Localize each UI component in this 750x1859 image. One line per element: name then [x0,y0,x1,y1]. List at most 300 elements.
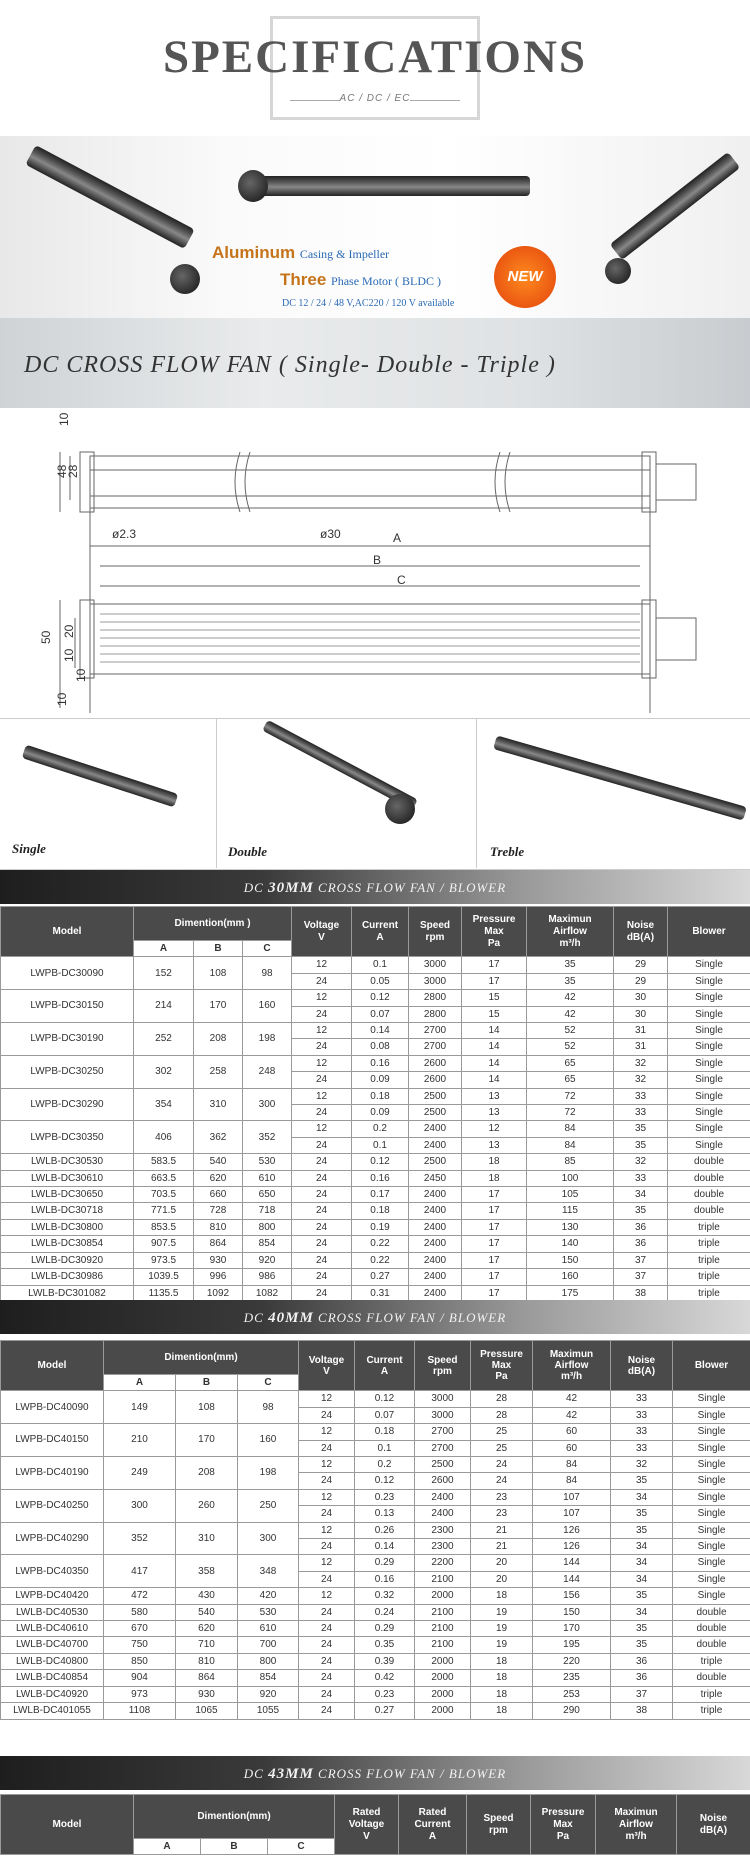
model-cell: LWLB-DC40530 [1,1604,104,1620]
table-cell: 12 [299,1424,355,1440]
table-cell: 25 [471,1440,533,1456]
table-row [1,1285,750,1301]
table-cell: Single [673,1407,750,1423]
table-cell: 420 [238,1588,299,1604]
table-cell: 530 [243,1154,292,1170]
table-cell: 750 [104,1637,176,1653]
model-cell: LWPB-DC40250 [1,1489,104,1522]
model-cell: LWPB-DC40150 [1,1424,104,1457]
col-c: C [268,1839,335,1855]
table-cell: 1039.5 [134,1269,194,1285]
dim-label: 10 [74,668,88,682]
table-cell: triple [673,1686,750,1702]
table-cell: 23 [471,1506,533,1522]
table-cell: 0.24 [355,1604,415,1620]
table-cell: 14 [462,1072,527,1088]
head-unit: m³/h [625,1830,647,1842]
col-voltage [292,907,352,957]
table-cell: 12 [299,1555,355,1571]
model-cell: LWPB-DC40190 [1,1457,104,1490]
photo-label: Single [12,841,46,856]
table-cell: 15 [462,990,527,1006]
dim-a-cell: 210 [104,1424,176,1457]
table-cell: 670 [104,1621,176,1637]
dim-c-cell: 300 [238,1522,299,1555]
variant-photos [0,718,750,870]
table-cell: 37 [614,1252,668,1268]
table-cell: 854 [243,1236,292,1252]
dim-c-cell: 160 [238,1424,299,1457]
dim-label: 48 [55,464,69,478]
table-cell: 105 [527,1187,614,1203]
table-cell: 2600 [415,1473,471,1489]
new-badge: NEW [494,246,556,308]
table-cell: 0.29 [355,1555,415,1571]
head-unit: dB(A) [626,931,655,943]
col-speed [467,1795,531,1855]
table-cell: 0.18 [355,1424,415,1440]
dim-label: B [373,553,382,567]
head-text: Rated [352,1806,381,1818]
table-row [1,1121,750,1137]
table-cell: 0.29 [355,1621,415,1637]
model-cell: LWLB-DC30920 [1,1252,134,1268]
table-cell: 24 [299,1670,355,1686]
table-cell: 17 [462,957,527,973]
head-text: Max [484,925,504,937]
table-cell: 150 [533,1604,611,1620]
table-cell: Single [673,1473,750,1489]
dim-b-cell: 170 [176,1424,238,1457]
table-row [1,1621,750,1637]
head-unit: dB(A) [699,1824,728,1836]
table-cell: 35 [611,1621,673,1637]
head-text: Current [361,919,399,931]
table-cell: 84 [527,1121,614,1137]
table-cell: 710 [176,1637,238,1653]
dim-a-cell: 149 [104,1391,176,1424]
table-cell: 472 [104,1588,176,1604]
table-cell: 17 [462,1236,527,1252]
table-cell: 35 [611,1637,673,1653]
table-cell: 930 [176,1686,238,1702]
table-cell: 33 [611,1424,673,1440]
dim-b-cell: 208 [176,1457,238,1490]
table-cell: 36 [614,1219,668,1235]
col-a: A [104,1375,176,1391]
table-cell: triple [668,1285,750,1301]
dim-a-cell: 352 [104,1522,176,1555]
table-cell: 30 [614,1006,668,1022]
table-cell: 150 [527,1252,614,1268]
table-cell: 18 [471,1703,533,1719]
model-cell: LWLB-DC30986 [1,1269,134,1285]
table-cell: 800 [238,1653,299,1669]
table-cell: 0.16 [352,1055,409,1071]
table-cell: 34 [614,1187,668,1203]
table-cell: 32 [614,1154,668,1170]
table-cell: 1055 [238,1703,299,1719]
table-cell: 2400 [409,1269,462,1285]
table-cell: Single [668,973,750,989]
table-cell: 17 [462,1252,527,1268]
table-cell: double [673,1604,750,1620]
table-cell: 904 [104,1670,176,1686]
table-cell: 32 [614,1055,668,1071]
table-cell: 1108 [104,1703,176,1719]
col-dimention: Dimention(mm) [104,1341,299,1375]
dim-label: 28 [66,464,80,478]
table-cell: 19 [471,1621,533,1637]
feature-text: Casing & Impeller [299,247,390,261]
spec-table-40mm [0,1340,750,1720]
table-cell: 0.1 [355,1440,415,1456]
table-cell: 663.5 [134,1170,194,1186]
table-cell: 771.5 [134,1203,194,1219]
table-row [1,1522,750,1538]
head-text: Speed [483,1812,514,1824]
table-row [1,1489,750,1505]
table-cell: 34 [611,1571,673,1587]
table-cell: 920 [243,1252,292,1268]
table-cell: Single [668,1105,750,1121]
section-size: 30MM [268,880,314,896]
table-cell: 2000 [415,1670,471,1686]
table-cell: 2800 [409,1006,462,1022]
table-cell: 2500 [409,1088,462,1104]
table-cell: 996 [194,1269,243,1285]
table-cell: 24 [299,1653,355,1669]
page-subtitle: AC / DC / EC [339,93,411,104]
table-cell: 15 [462,1006,527,1022]
dim-label: 20 [62,624,76,638]
motor-image [238,170,268,202]
table-cell: 2000 [415,1588,471,1604]
head-text: Pressure [541,1806,585,1818]
table-cell: 18 [471,1686,533,1702]
table-row [1,1187,750,1203]
motor-image [170,264,200,294]
table-cell: 864 [176,1670,238,1686]
table-cell: 60 [533,1440,611,1456]
table-cell: 36 [611,1653,673,1669]
head-text: Maximun [614,1806,658,1818]
table-cell: 0.42 [355,1670,415,1686]
table-cell: 2400 [409,1203,462,1219]
table-cell: 0.32 [355,1588,415,1604]
table-cell: Single [673,1522,750,1538]
head-unit: rpm [489,1824,508,1836]
table-cell: Single [673,1489,750,1505]
table-cell: 24 [292,1203,352,1219]
table-cell: 0.27 [355,1703,415,1719]
table-cell: 38 [611,1703,673,1719]
table-cell: 42 [527,990,614,1006]
dim-a-cell: 214 [134,990,194,1023]
table-cell: 0.2 [352,1121,409,1137]
head-text: Pressure [472,913,516,925]
head-unit: m³/h [559,937,581,949]
dim-c-cell: 198 [243,1023,292,1056]
table-cell: triple [668,1219,750,1235]
dim-label: 10 [57,412,71,426]
table-cell: double [673,1637,750,1653]
col-noise [611,1341,673,1391]
table-cell: 2400 [409,1252,462,1268]
table-cell: 84 [533,1457,611,1473]
table-cell: 0.26 [355,1522,415,1538]
table-row [1,1670,750,1686]
dim-b-cell: 258 [194,1055,243,1088]
model-cell: LWLB-DC30610 [1,1170,134,1186]
table-cell: 920 [238,1686,299,1702]
table-cell: 0.35 [355,1637,415,1653]
dim-c-cell: 198 [238,1457,299,1490]
feature-accent: Aluminum [212,243,296,262]
table-cell: 24 [292,1170,352,1186]
table-cell: 2450 [409,1170,462,1186]
model-cell: LWPB-DC40090 [1,1391,104,1424]
table-cell: 35 [614,1203,668,1219]
table-cell: 84 [533,1473,611,1489]
table-cell: 220 [533,1653,611,1669]
feature-accent: Three [280,270,327,289]
head-unit: Pa [487,937,501,949]
table-row [1,1703,750,1719]
table-cell: 0.18 [352,1088,409,1104]
head-text: Voltage [308,1354,345,1366]
banner-feature-1 [212,243,389,263]
table-cell: 610 [243,1170,292,1186]
section-title-30mm [0,880,750,897]
table-cell: 36 [611,1670,673,1686]
dim-a-cell: 354 [134,1088,194,1121]
col-speed [409,907,462,957]
head-unit: m³/h [560,1371,583,1383]
table-cell: 13 [462,1088,527,1104]
table-cell: Single [673,1506,750,1522]
table-cell: 17 [462,1269,527,1285]
table-row [1,1653,750,1669]
table-cell: 24 [292,1039,352,1055]
table-cell: 0.08 [352,1039,409,1055]
col-b: B [201,1839,268,1855]
table-cell: 810 [176,1653,238,1669]
head-text: Rated [418,1806,447,1818]
dim-b-cell: 108 [194,957,243,990]
table-cell: 2100 [415,1637,471,1653]
table-cell: 810 [194,1219,243,1235]
model-cell: LWLB-DC30854 [1,1236,134,1252]
table-cell: 2800 [409,990,462,1006]
table-cell: 854 [238,1670,299,1686]
dim-a-cell: 417 [104,1555,176,1588]
table-cell: 0.05 [352,973,409,989]
table-cell: 2500 [409,1105,462,1121]
dim-b-cell: 362 [194,1121,243,1154]
table-cell: 610 [238,1621,299,1637]
head-unit: Pa [556,1830,570,1842]
head-text: Pressure [480,1349,523,1361]
table-cell: 2000 [415,1653,471,1669]
table-cell: 540 [176,1604,238,1620]
table-cell: 0.13 [355,1506,415,1522]
head-text: Airflow [619,1818,653,1830]
fan-image [250,176,530,196]
table-cell: 29 [614,957,668,973]
table-cell: 3000 [415,1391,471,1407]
table-cell: Single [668,1023,750,1039]
table-cell: 18 [462,1170,527,1186]
head-text: Voltage [348,1818,385,1830]
table-cell: 973.5 [134,1252,194,1268]
table-cell: 235 [533,1670,611,1686]
photo-divider [216,718,217,868]
table-cell: 36 [614,1236,668,1252]
table-cell: 21 [471,1539,533,1555]
table-cell: triple [673,1653,750,1669]
table-cell: Single [673,1555,750,1571]
table-cell: 21 [471,1522,533,1538]
model-cell: LWPB-DC30090 [1,957,134,990]
table-cell: 24 [292,1219,352,1235]
table-cell: 115 [527,1203,614,1219]
table-cell: 34 [611,1555,673,1571]
table-cell: 29 [614,973,668,989]
table-cell: 583.5 [134,1154,194,1170]
dim-a-cell: 249 [104,1457,176,1490]
table-cell: 700 [238,1637,299,1653]
table-cell: 33 [611,1440,673,1456]
table-cell: 2100 [415,1621,471,1637]
table-cell: 850 [104,1653,176,1669]
table-cell: 140 [527,1236,614,1252]
head-text: Noise [627,1354,656,1366]
table-cell: 703.5 [134,1187,194,1203]
table-cell: Single [668,957,750,973]
dim-b-cell: 310 [176,1522,238,1555]
col-speed [415,1341,471,1391]
table-cell: 253 [533,1686,611,1702]
table-cell: 33 [611,1407,673,1423]
table-cell: 0.09 [352,1105,409,1121]
col-model: Model [1,907,134,957]
table-cell: 728 [194,1203,243,1219]
head-text: Airflow [553,925,587,937]
table-cell: triple [668,1252,750,1268]
head-unit: A [428,1830,437,1842]
head-text: Current [414,1818,451,1830]
table-cell: 195 [533,1637,611,1653]
table-cell: 24 [299,1539,355,1555]
head-text: Maximun [549,1349,594,1361]
head-unit: V [323,1365,330,1377]
table-cell: 2000 [415,1686,471,1702]
table-cell: 2300 [415,1522,471,1538]
technical-drawing [0,408,750,718]
table-cell: 24 [299,1621,355,1637]
table-cell: 0.09 [352,1072,409,1088]
table-row [1,1269,750,1285]
section-title-40mm [0,1310,750,1327]
table-cell: 0.18 [352,1203,409,1219]
motor-image [385,794,415,824]
table-cell: 864 [194,1236,243,1252]
table-cell: double [668,1187,750,1203]
model-cell: LWPB-DC40290 [1,1522,104,1555]
dim-label: C [397,573,406,587]
col-c: C [238,1375,299,1391]
table-cell: 0.12 [355,1391,415,1407]
table-cell: Single [668,1006,750,1022]
table-cell: 2400 [409,1285,462,1301]
table-cell: 42 [533,1407,611,1423]
model-cell: LWLB-DC30530 [1,1154,134,1170]
model-cell: LWLB-DC401055 [1,1703,104,1719]
voltage-availability: DC 12 / 24 / 48 V,AC220 / 120 V available [282,298,455,309]
table-cell: 290 [533,1703,611,1719]
section-prefix: DC [243,880,269,895]
dim-c-cell: 250 [238,1489,299,1522]
table-row [1,1236,750,1252]
table-cell: 31 [614,1039,668,1055]
table-cell: 17 [462,1187,527,1203]
table-cell: 973 [104,1686,176,1702]
table-cell: 580 [104,1604,176,1620]
table-cell: Single [673,1539,750,1555]
table-cell: 0.12 [355,1473,415,1489]
section-suffix: CROSS FLOW FAN / BLOWER [313,880,507,895]
spec-table-30mm [0,906,750,1302]
table-cell: 3000 [409,973,462,989]
head-text: Voltage [303,919,340,931]
table-cell: 0.1 [352,1137,409,1153]
head-unit: V [363,1830,370,1842]
table-cell: 2600 [409,1072,462,1088]
table-cell: 0.2 [355,1457,415,1473]
table-cell: 660 [194,1187,243,1203]
table-cell: 0.19 [352,1219,409,1235]
table-cell: 38 [614,1285,668,1301]
table-cell: 35 [611,1588,673,1604]
table-cell: 20 [471,1571,533,1587]
dim-a-cell: 406 [134,1121,194,1154]
table-row [1,1686,750,1702]
motor-image [605,258,631,284]
table-cell: 13 [462,1137,527,1153]
table-cell: 126 [533,1522,611,1538]
table-cell: 35 [611,1473,673,1489]
table-cell: 35 [614,1137,668,1153]
model-cell: LWLB-DC40920 [1,1686,104,1702]
treble-fan-image [493,735,747,820]
model-cell: LWPB-DC30190 [1,1023,134,1056]
col-model: Model [1,1795,134,1855]
table-cell: 33 [614,1170,668,1186]
table-cell: 0.14 [352,1023,409,1039]
table-cell: 42 [533,1391,611,1407]
table-cell: 2300 [415,1539,471,1555]
col-current [355,1341,415,1391]
col-pressure [462,907,527,957]
table-cell: 14 [462,1039,527,1055]
table-cell: 12 [292,990,352,1006]
table-row [1,1055,750,1071]
table-cell: 24 [292,1285,352,1301]
table-cell: 100 [527,1170,614,1186]
col-noise [614,907,668,957]
table-cell: Single [673,1440,750,1456]
